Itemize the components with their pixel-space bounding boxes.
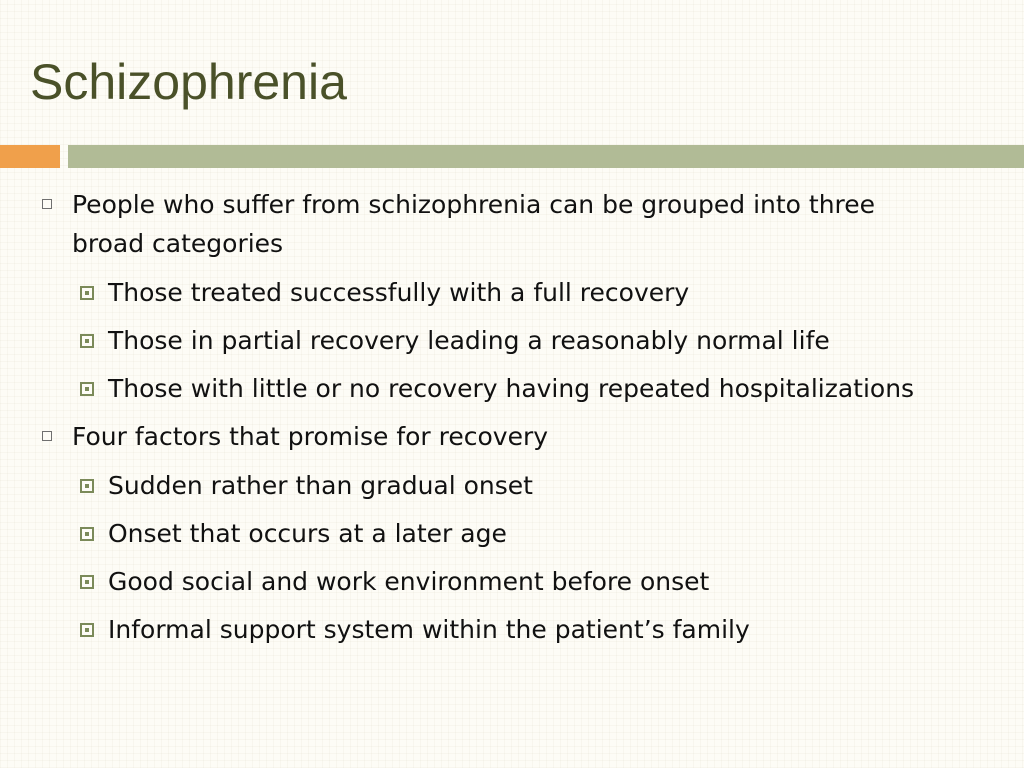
sub-bullet-text: Those in partial recovery leading a reasonably normal life bbox=[108, 326, 830, 355]
square-dot-bullet-icon bbox=[80, 382, 94, 396]
sub-bullet-item bbox=[0, 514, 1024, 553]
square-dot-bullet-icon bbox=[80, 286, 94, 300]
square-dot-bullet-icon bbox=[80, 575, 94, 589]
sub-bullet-item bbox=[0, 369, 1024, 408]
sub-bullet-text: Onset that occurs at a later age bbox=[108, 519, 507, 548]
sub-bullet-item bbox=[0, 562, 1024, 601]
slide-body bbox=[0, 185, 1024, 658]
accent-bar-green bbox=[68, 145, 1024, 168]
bullet-text: Four factors that promise for recovery bbox=[72, 422, 549, 451]
sub-bullet-text: Sudden rather than gradual onset bbox=[108, 471, 533, 500]
slide-title: Schizophrenia bbox=[30, 54, 347, 110]
sub-bullet-text: Those with little or no recovery having repeated hospitalizations bbox=[108, 374, 915, 403]
square-dot-bullet-icon bbox=[80, 334, 94, 348]
hollow-square-bullet-icon bbox=[42, 199, 52, 209]
sub-bullet-item bbox=[0, 321, 1024, 360]
square-dot-bullet-icon bbox=[80, 479, 94, 493]
bullet-text: People who suffer from schizophrenia can be grouped into three broad categories bbox=[72, 190, 876, 258]
accent-bar-orange bbox=[0, 145, 60, 168]
sub-bullet-text: Good social and work environment before onset bbox=[108, 567, 710, 596]
sub-bullet-item bbox=[0, 610, 1024, 649]
sub-bullet-text: Those treated successfully with a full recovery bbox=[108, 278, 690, 307]
sub-bullet-item bbox=[0, 466, 1024, 505]
sub-bullet-text: Informal support system within the patient’s family bbox=[108, 615, 750, 644]
bullet-item bbox=[0, 185, 1024, 263]
square-dot-bullet-icon bbox=[80, 623, 94, 637]
hollow-square-bullet-icon bbox=[42, 431, 52, 441]
square-dot-bullet-icon bbox=[80, 527, 94, 541]
sub-bullet-item bbox=[0, 273, 1024, 312]
bullet-item bbox=[0, 417, 1024, 456]
